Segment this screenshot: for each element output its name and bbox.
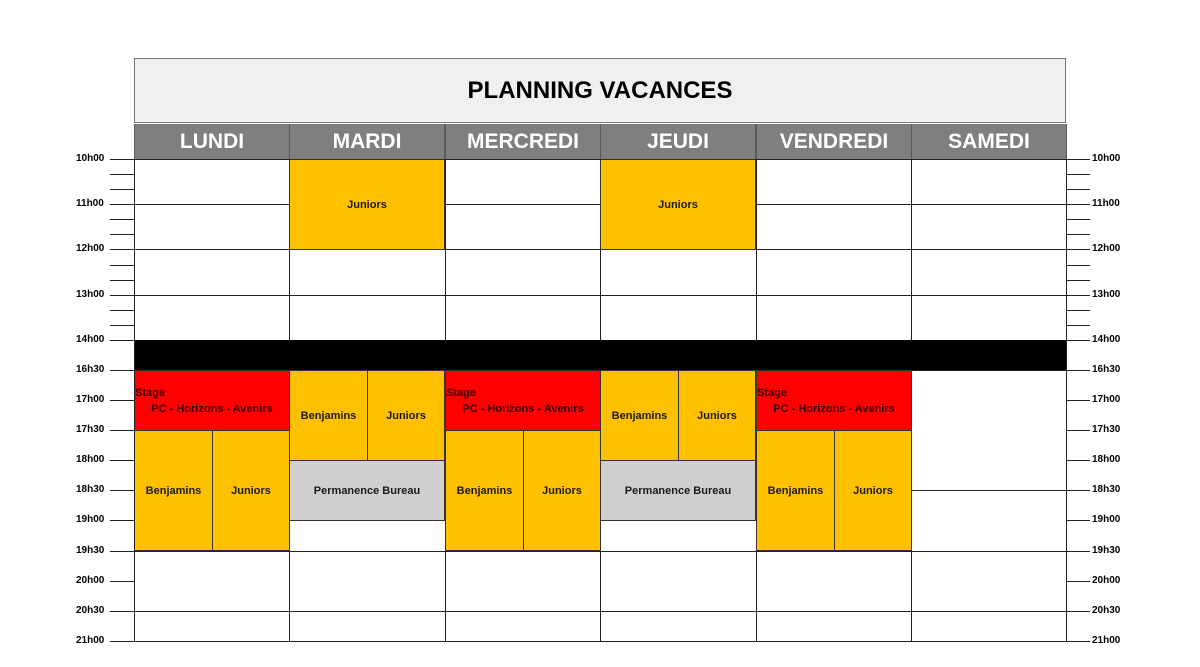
time-label-right: 12h00 <box>1092 243 1121 254</box>
day-header-mardi: MARDI <box>289 124 445 159</box>
time-label-right: 21h00 <box>1092 635 1121 646</box>
time-label-right: 18h00 <box>1092 454 1121 465</box>
minor-tick-right <box>1066 280 1090 281</box>
juniors-block-jeudi: Juniors <box>678 370 756 461</box>
time-label-right: 16h30 <box>1092 364 1121 375</box>
time-tick-right <box>1066 520 1090 521</box>
juniors-block-vendredi: Juniors <box>834 430 912 551</box>
time-tick-right <box>1066 159 1090 160</box>
time-tick-left <box>110 159 134 160</box>
minor-tick-right <box>1066 325 1090 326</box>
pc-horizons-label: PC - Horizons - Avenirs <box>462 403 584 415</box>
minor-tick-right <box>1066 310 1090 311</box>
time-tick-right <box>1066 370 1090 371</box>
page-title: PLANNING VACANCES <box>134 58 1066 123</box>
time-tick-right <box>1066 490 1090 491</box>
time-tick-left <box>110 460 134 461</box>
permanence-block-jeudi: Permanence Bureau <box>600 460 756 521</box>
minor-tick-right <box>1066 234 1090 235</box>
minor-tick-left <box>110 280 134 281</box>
time-tick-left <box>110 295 134 296</box>
day-header-jeudi: JEUDI <box>600 124 756 159</box>
minor-tick-left <box>110 265 134 266</box>
time-tick-right <box>1066 430 1090 431</box>
stage-label: Stage <box>135 387 165 399</box>
minor-tick-right <box>1066 219 1090 220</box>
time-label-left: 21h00 <box>76 635 105 646</box>
minor-tick-right <box>1066 265 1090 266</box>
time-label-right: 20h00 <box>1092 575 1121 586</box>
juniors-block-mardi: Juniors <box>367 370 445 461</box>
time-tick-right <box>1066 400 1090 401</box>
left-axis <box>134 159 135 642</box>
time-label-right: 11h00 <box>1092 198 1120 209</box>
time-tick-left <box>110 641 134 642</box>
time-label-left: 19h00 <box>76 514 105 525</box>
stage-block-mercredi <box>445 370 601 431</box>
grid-line <box>134 295 1066 296</box>
time-label-left: 17h00 <box>76 394 105 405</box>
minor-tick-right <box>1066 189 1090 190</box>
time-label-right: 17h30 <box>1092 424 1121 435</box>
time-tick-right <box>1066 204 1090 205</box>
benjamins-block-mercredi: Benjamins <box>445 430 524 551</box>
time-label-left: 11h00 <box>76 198 104 209</box>
pc-horizons-label: PC - Horizons - Avenirs <box>773 403 895 415</box>
time-tick-left <box>110 520 134 521</box>
time-tick-left <box>110 490 134 491</box>
time-label-right: 17h00 <box>1092 394 1121 405</box>
time-label-left: 17h30 <box>76 424 105 435</box>
juniors-block-mardi-morning: Juniors <box>289 159 445 250</box>
time-tick-right <box>1066 611 1090 612</box>
minor-tick-left <box>110 310 134 311</box>
time-label-left: 10h00 <box>76 153 105 164</box>
time-label-left: 14h00 <box>76 334 105 345</box>
time-label-right: 19h00 <box>1092 514 1121 525</box>
day-header-vendredi: VENDREDI <box>756 124 912 159</box>
time-tick-right <box>1066 460 1090 461</box>
time-tick-right <box>1066 295 1090 296</box>
benjamins-block-lundi: Benjamins <box>134 430 213 551</box>
time-tick-left <box>110 551 134 552</box>
time-label-left: 20h30 <box>76 605 105 616</box>
time-tick-left <box>110 340 134 341</box>
time-label-left: 12h00 <box>76 243 105 254</box>
time-tick-right <box>1066 551 1090 552</box>
break-band <box>134 340 1066 370</box>
time-label-right: 19h30 <box>1092 545 1121 556</box>
juniors-block-jeudi-morning: Juniors <box>600 159 756 250</box>
minor-tick-right <box>1066 174 1090 175</box>
time-label-right: 14h00 <box>1092 334 1121 345</box>
juniors-block-lundi: Juniors <box>212 430 290 551</box>
minor-tick-left <box>110 219 134 220</box>
grid-line <box>134 641 1066 642</box>
time-label-left: 20h00 <box>76 575 105 586</box>
minor-tick-left <box>110 189 134 190</box>
stage-block-vendredi <box>756 370 912 431</box>
time-tick-right <box>1066 581 1090 582</box>
time-tick-left <box>110 400 134 401</box>
time-label-left: 18h30 <box>76 484 105 495</box>
time-label-right: 18h30 <box>1092 484 1121 495</box>
time-label-right: 20h30 <box>1092 605 1121 616</box>
pc-horizons-label: PC - Horizons - Avenirs <box>151 403 273 415</box>
benjamins-block-jeudi: Benjamins <box>600 370 679 461</box>
time-tick-right <box>1066 249 1090 250</box>
benjamins-block-mardi: Benjamins <box>289 370 368 461</box>
grid-line <box>134 611 1066 612</box>
day-header-samedi: SAMEDI <box>911 124 1067 159</box>
time-tick-left <box>110 430 134 431</box>
time-label-left: 18h00 <box>76 454 105 465</box>
time-tick-right <box>1066 340 1090 341</box>
time-label-left: 13h00 <box>76 289 105 300</box>
time-tick-left <box>110 204 134 205</box>
day-header-mercredi: MERCREDI <box>445 124 601 159</box>
time-label-right: 10h00 <box>1092 153 1121 164</box>
minor-tick-left <box>110 234 134 235</box>
time-tick-right <box>1066 641 1090 642</box>
stage-label: Stage <box>757 387 787 399</box>
juniors-block-mercredi: Juniors <box>523 430 601 551</box>
grid-line <box>134 551 1066 552</box>
column-samedi <box>911 159 1067 642</box>
minor-tick-left <box>110 174 134 175</box>
benjamins-block-vendredi: Benjamins <box>756 430 835 551</box>
stage-label: Stage <box>446 387 476 399</box>
time-label-left: 19h30 <box>76 545 105 556</box>
time-tick-left <box>110 611 134 612</box>
minor-tick-left <box>110 325 134 326</box>
time-label-right: 13h00 <box>1092 289 1121 300</box>
time-tick-left <box>110 581 134 582</box>
permanence-block-mardi: Permanence Bureau <box>289 460 445 521</box>
day-header-lundi: LUNDI <box>134 124 290 159</box>
time-label-left: 16h30 <box>76 364 105 375</box>
time-tick-left <box>110 249 134 250</box>
time-tick-left <box>110 370 134 371</box>
stage-block-lundi <box>134 370 290 431</box>
